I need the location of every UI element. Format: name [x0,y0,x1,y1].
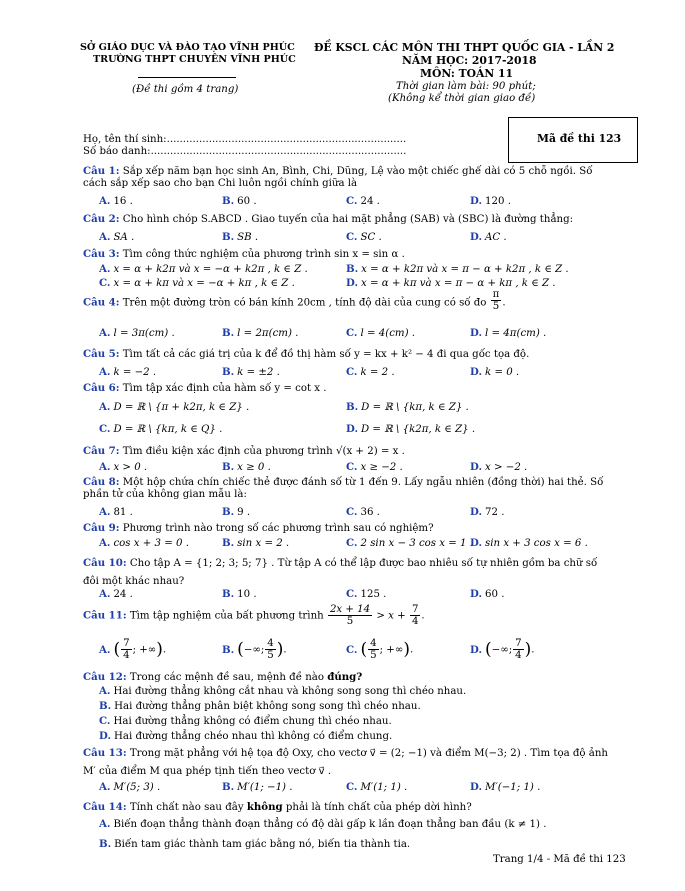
q6-option-d: D. D = ℝ \ {k2π, k ∈ Z} . [346,423,476,435]
q8-option-b: B. 9 . [222,506,251,518]
subject: MÔN: TOÁN 11 [420,67,514,80]
question-13: Câu 13: Trong mặt phẳng với hệ tọa độ Oxy, cho vectơ v⃗ = (2; −1) và điểm M(−3; 2) . Tìm tọa độ ảnh M′ của điểm M qua phép tịnh tiến theo vectơ v⃗ . [83,747,608,777]
school-year: NĂM HỌC: 2017-2018 [402,54,537,67]
q2-option-b: B. SB . [222,231,259,243]
q8-option-c: C. 36 . [346,506,380,518]
q12-option-a: A. Hai đường thẳng không cắt nhau và không song song thì chéo nhau. [99,685,467,697]
question-1: Câu 1: Sắp xếp năm bạn học sinh An, Bình, Chi, Dũng, Lệ vào một chiếc ghế dài có 5 chỗ ngồi. Số cách sắp xếp sao cho bạn Chi luôn ngồi chính giữa là [83,165,593,189]
q14-option-a: A. Biến đoạn thẳng thành đoạn thẳng có độ dài gấp k lần đoạn thẳng ban đầu (k ≠ 1) . [99,818,547,830]
q3-option-b: B. x = α + k2π và x = π − α + k2π , k ∈ Z . [346,263,569,275]
q13-option-c: C. M′(1; 1) . [346,781,408,793]
page-footer: Trang 1/4 - Mã đề thi 123 [493,854,626,865]
question-5: Câu 5: Tìm tất cả các giá trị của k để đồ thị hàm số y = kx + k² − 4 đi qua gốc tọa độ. [83,348,530,360]
school-name: TRƯỜNG THPT CHUYÊN VĨNH PHÚC [93,54,296,65]
q11-option-b: B. (−∞; $\frac{4}{5}$ ). [222,638,287,661]
question-6: Câu 6: Tìm tập xác định của hàm số y = cot x . [83,382,327,394]
q4-option-d: D. l = 4π(cm) . [470,327,547,339]
q11-option-c: C. ( $\frac{4}{5}$ ; +∞). [346,638,414,661]
question-2: Câu 2: Cho hình chóp S.ABCD . Giao tuyến của hai mặt phẳng (SAB) và (SBC) là đường thẳng: [83,213,574,225]
q12-option-b: B. Hai đường thẳng phân biệt không song song thì chéo nhau. [99,700,421,712]
q6-option-c: C. D = ℝ \ {kπ, k ∈ Q} . [99,423,223,435]
question-10: Câu 10: Cho tập A = {1; 2; 3; 5; 7} . Từ tập A có thể lập được bao nhiêu số tự nhiên gồm ba chữ số đôi một khác nhau? [83,557,598,587]
q8-option-a: A. 81 . [99,506,133,518]
q3-option-c: C. x = α + kπ và x = −α + kπ , k ∈ Z . [99,277,295,289]
time-limit: Thời gian làm bài: 90 phút; [396,81,536,92]
question-14: Câu 14: Tính chất nào sau đây không phải là tính chất của phép dời hình? [83,801,472,813]
q2-option-d: D. AC . [470,231,507,243]
q3-option-d: D. x = α + kπ và x = π − α + kπ , k ∈ Z . [346,277,556,289]
question-3: Câu 3: Tìm công thức nghiệm của phương trình sin x = sin α . [83,248,405,260]
q12-option-d: D. Hai đường thẳng chéo nhau thì không có điểm chung. [99,730,393,742]
q9-option-d: D. sin x + 3 cos x = 6 . [470,537,588,549]
q4-option-c: C. l = 4(cm) . [346,327,416,339]
q10-option-d: D. 60 . [470,588,505,600]
question-8: Câu 8: Một hộp chứa chín chiếc thẻ được đánh số từ 1 đến 9. Lấy ngẫu nhiên (đồng thời) hai thẻ. Số phần tử của không gian mẫu là: [83,476,604,500]
question-11: Câu 11: Tìm tập nghiệm của bất phương trình $\frac{2x + 14}{5}$ > x + $\frac{7}{4}$ . [83,604,425,627]
q10-option-a: A. 24 . [99,588,133,600]
q8-option-d: D. 72 . [470,506,505,518]
q11-option-d: D. (−∞; $\frac{7}{4}$ ). [470,638,535,661]
q9-option-c: C. 2 sin x − 3 cos x = 1 . [346,537,473,549]
q1-option-d: D. 120 . [470,195,511,207]
department-name: SỞ GIÁO DỤC VÀ ĐÀO TẠO VĨNH PHÚC [80,42,295,53]
question-4: Câu 4: Trên một đường tròn có bán kính 20cm , tính độ dài của cung có số đo $\frac{\pi}{5}$ . [83,289,506,312]
q13-option-b: B. M′(1; −1) . [222,781,293,793]
header-divider [138,77,236,78]
q1-option-b: B. 60 . [222,195,257,207]
q1-option-c: C. 24 . [346,195,380,207]
q7-option-b: B. x ≥ 0 . [222,461,271,473]
q7-option-c: C. x ≥ −2 . [346,461,403,473]
question-12: Câu 12: Trong các mệnh đề sau, mệnh đề nào đúng? [83,671,363,683]
question-7: Câu 7: Tìm điều kiện xác định của phương trình √(x + 2) = x . [83,445,405,457]
candidate-name-field: Họ, tên thí sinh:.......................................................................... [83,134,407,145]
q4-option-a: A. l = 3π(cm) . [99,327,175,339]
q6-option-a: A. D = ℝ \ {π + k2π, k ∈ Z} . [99,401,250,413]
q2-option-a: A. SA . [99,231,135,243]
q5-option-d: D. k = 0 . [470,366,520,378]
q13-option-d: D. M′(−1; 1) . [470,781,541,793]
exam-title: ĐỀ KSCL CÁC MÔN THI THPT QUỐC GIA - LẦN 2 [314,41,615,54]
exam-code-box [508,117,638,163]
q1-option-a: A. 16 . [99,195,133,207]
q5-option-c: C. k = 2 . [346,366,395,378]
q7-option-a: A. x > 0 . [99,461,148,473]
q5-option-b: B. k = ±2 . [222,366,280,378]
candidate-id-field: Số báo danh:............................................................................... [83,146,407,157]
q2-option-c: C. SC . [346,231,382,243]
q9-option-b: B. sin x = 2 . [222,537,290,549]
q13-option-a: A. M′(5; 3) . [99,781,161,793]
page-count-note: (Đề thi gồm 4 trang) [132,84,239,95]
q9-option-a: A. cos x + 3 = 0 . [99,537,189,549]
exam-code: Mã đề thi 123 [537,132,622,145]
q7-option-d: D. x > −2 . [470,461,528,473]
q12-option-c: C. Hai đường thẳng không có điểm chung thì chéo nhau. [99,715,392,727]
q11-option-a: A. ( $\frac{7}{4}$ ; +∞). [99,638,167,661]
q6-option-b: B. D = ℝ \ {kπ, k ∈ Z} . [346,401,469,413]
q10-option-b: B. 10 . [222,588,257,600]
question-9: Câu 9: Phương trình nào trong số các phương trình sau có nghiệm? [83,522,434,534]
q5-option-a: A. k = −2 . [99,366,157,378]
time-note: (Không kể thời gian giao đề) [388,93,536,104]
q3-option-a: A. x = α + k2π và x = −α + k2π , k ∈ Z . [99,263,308,275]
q14-option-b: B. Biến tam giác thành tam giác bằng nó, biến tia thành tia. [99,838,411,850]
q10-option-c: C. 125 . [346,588,387,600]
q4-option-b: B. l = 2π(cm) . [222,327,299,339]
